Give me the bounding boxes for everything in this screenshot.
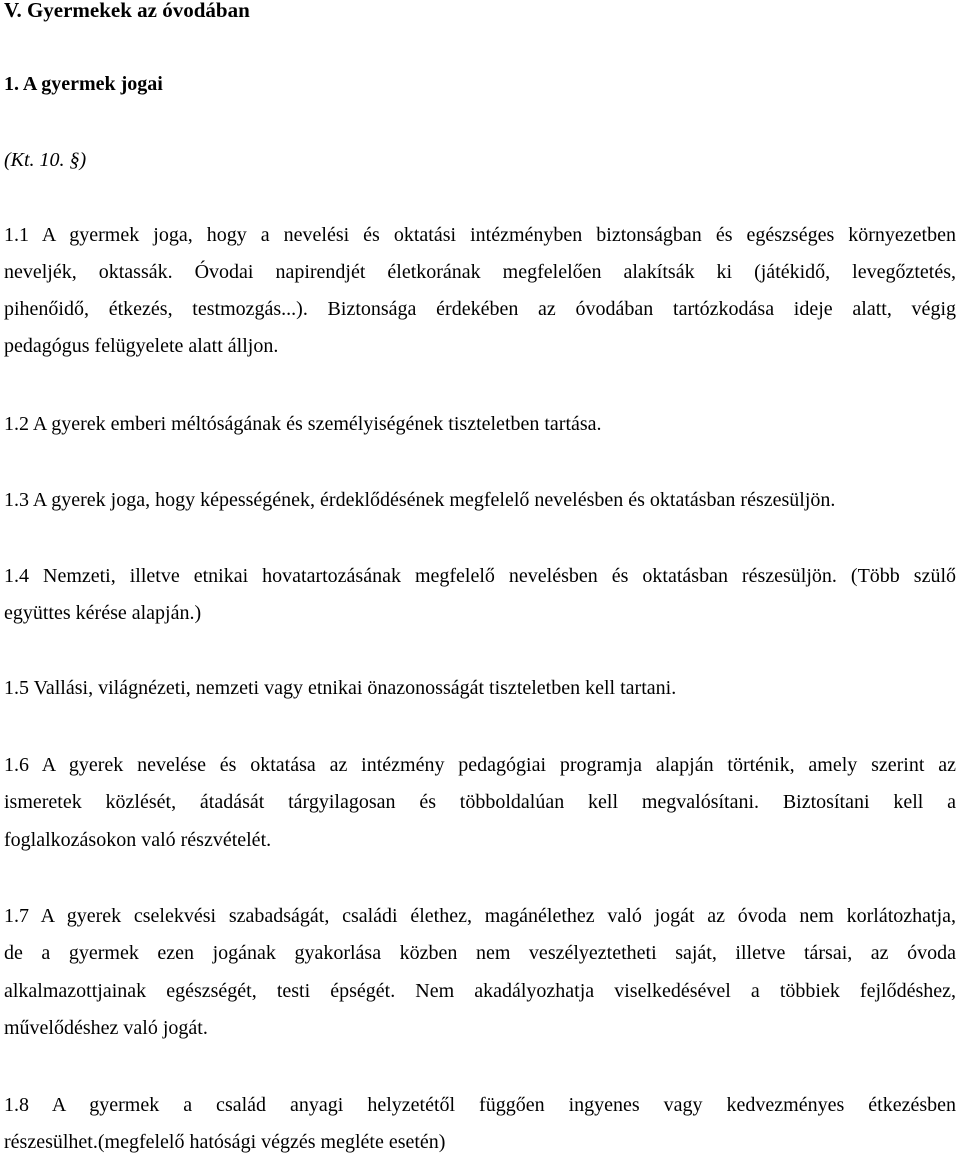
paragraph-line: alkalmazottjainak egészségét, testi épségét. Nem akadályozhatja viselkedésével a többiek fejlődéshez, xyxy=(4,980,956,1002)
paragraph-line: foglalkozásokon való részvételét. xyxy=(4,829,272,851)
law-citation: (Kt. 10. §) xyxy=(4,149,87,171)
paragraph-line: 1.7 A gyerek cselekvési szabadságát, családi élethez, magánélethez való jogát az óvoda nem korlátozhatja, xyxy=(4,905,956,927)
paragraph-line: 1.1 A gyermek joga, hogy a nevelési és oktatási intézményben biztonságban és egészséges környezetben xyxy=(4,224,956,246)
paragraph-line: 1.4 Nemzeti, illetve etnikai hovatartozásának megfelelő nevelésben és oktatásban részesüljön. (Több szülő xyxy=(4,565,956,587)
paragraph-line: 1.6 A gyerek nevelése és oktatása az intézmény pedagógiai programja alapján történik, amely szerint az xyxy=(4,754,956,776)
paragraph-line: 1.8 A gyermek a család anyagi helyzetétől függően ingyenes vagy kedvezményes étkezésben xyxy=(4,1094,956,1116)
paragraph-line: együttes kérése alapján.) xyxy=(4,602,202,624)
paragraph-line: részesülhet.(megfelelő hatósági végzés megléte esetén) xyxy=(4,1131,446,1153)
chapter-title: V. Gyermekek az óvodában xyxy=(4,0,250,22)
paragraph-line: neveljék, oktassák. Óvodai napirendjét életkorának megfelelően alakítsák ki (játékidő, levegőztetés, xyxy=(4,261,956,283)
paragraph-line: de a gyermek ezen jogának gyakorlása közben nem veszélyeztetheti saját, illetve társai, az óvoda xyxy=(4,942,956,964)
paragraph-line: 1.3 A gyerek joga, hogy képességének, érdeklődésének megfelelő nevelésben és oktatásban részesüljön. xyxy=(4,489,836,511)
paragraph-line: 1.5 Vallási, világnézeti, nemzeti vagy etnikai önazonosságát tiszteletben kell tartani. xyxy=(4,677,677,699)
section-title: 1. A gyermek jogai xyxy=(4,73,163,95)
paragraph-line: pedagógus felügyelete alatt álljon. xyxy=(4,335,279,357)
paragraph-line: pihenőidő, étkezés, testmozgás...). Biztonsága érdekében az óvodában tartózkodása ideje alatt, végig xyxy=(4,298,956,320)
paragraph-line: 1.2 A gyerek emberi méltóságának és személyiségének tiszteletben tartása. xyxy=(4,413,602,435)
paragraph-line: ismeretek közlését, átadását tárgyilagosan és többoldalúan kell megvalósítani. Biztosítani kell a xyxy=(4,791,956,813)
paragraph-line: művelődéshez való jogát. xyxy=(4,1017,208,1039)
